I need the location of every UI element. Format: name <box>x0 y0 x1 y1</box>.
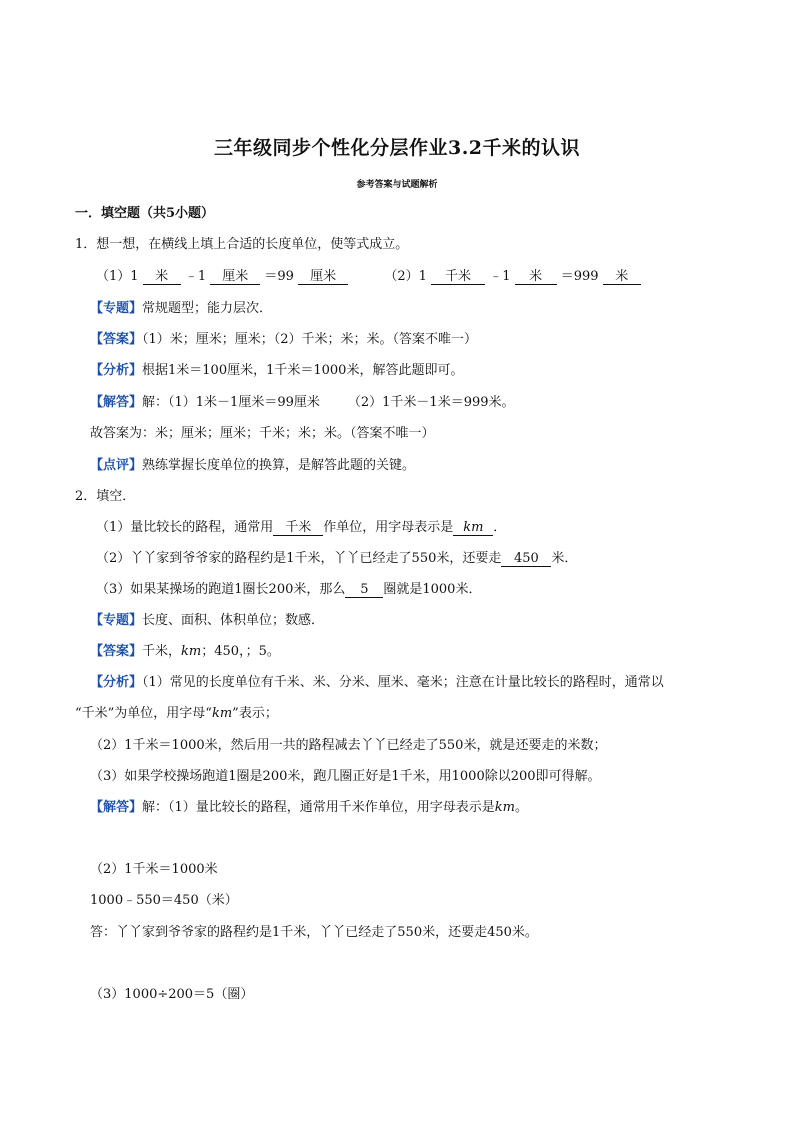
q1-analysis <box>90 362 463 380</box>
solution-tag: 【解答】 <box>90 800 143 815</box>
q1-p2-minus: ﹣1 <box>489 269 511 284</box>
q1-p1-equals: ＝99 <box>264 269 294 284</box>
answer-tag: 【答案】 <box>90 332 143 347</box>
q2-stem: 2．填空． <box>75 489 136 504</box>
q2-sub-3 <box>96 581 481 599</box>
analysis-text-1: （1）常见的长度单位有千米、米、分米、厘米、毫米；注意在计量比较长的路程时，通常以 <box>142 675 664 690</box>
topic-tag: 【专题】 <box>90 613 143 628</box>
q2-s1-text: （1）量比较长的路程，通常用 <box>96 520 274 535</box>
q1-topic <box>90 300 272 318</box>
q1-answer <box>90 331 477 349</box>
q2-solution-2: （2）1千米＝1000米 <box>90 862 218 877</box>
analysis-tag: 【分析】 <box>90 675 143 690</box>
q2-s1-blank-1: 千米 <box>273 520 323 536</box>
q2-solution-2c: 答：丫丫家到爷爷家的路程约是1千米，丫丫已经走了550米，还要走450米。 <box>90 925 538 940</box>
q1-p2-equals: ＝999 <box>560 269 599 284</box>
q1-p1-blank-3: 厘米 <box>298 269 348 285</box>
q2-solution-3: （3）1000÷200＝5（圈） <box>90 987 254 1002</box>
solution-text: 解：（1）量比较长的路程，通常用千米作单位，用字母表示是 <box>142 800 495 815</box>
answer-tag: 【答案】 <box>90 644 143 659</box>
q1-p1-blank-2: 厘米 <box>210 269 260 285</box>
q2-s3-end: 圈就是1000米． <box>383 582 482 597</box>
analysis-tag: 【分析】 <box>90 363 143 378</box>
q1-p2-blank-3: 米 <box>603 269 641 285</box>
q1-p2-lead: （2）1 <box>384 269 427 284</box>
q2-analysis-cont <box>75 705 278 723</box>
q2-s3-blank: 5 <box>345 582 383 598</box>
q2-s1-blank-2: km <box>453 520 493 536</box>
q2-s2-end: 米． <box>551 551 578 566</box>
q2-solution <box>90 799 528 817</box>
analysis-text: 根据1米＝100厘米，1千米＝1000米，解答此题即可。 <box>142 363 464 378</box>
q1-equations <box>96 268 641 286</box>
comment-text: 熟练掌握长度单位的换算，是解答此题的关键。 <box>142 458 416 473</box>
q1-p1-minus: ﹣1 <box>184 269 207 284</box>
q1-stem: 1．想一想，在横线上填上合适的长度单位，使等式成立。 <box>75 237 409 252</box>
answer-text: （1）米；厘米；厘米；（2）千米；米；米。（答案不唯一） <box>142 332 478 347</box>
comment-tag: 【点评】 <box>90 458 143 473</box>
q1-p2-blank-2: 米 <box>515 269 557 285</box>
analysis-km: km <box>211 706 233 721</box>
q2-analysis-3: （3）如果学校操场跑道1圈是200米，跑几圈正好是1千米，用1000除以200即可得解。 <box>90 769 601 784</box>
q2-answer <box>90 643 280 661</box>
topic-text: 常规题型；能力层次． <box>142 301 273 316</box>
analysis-text-1b: “千米”为单位，用字母“ <box>75 706 212 721</box>
topic-text: 长度、面积、体积单位；数感． <box>142 613 325 628</box>
q2-analysis <box>90 674 664 692</box>
q2-topic <box>90 612 324 630</box>
q2-sub-1 <box>96 519 506 537</box>
answer-text: 千米， <box>142 644 182 659</box>
q1-p2-blank-1: 千米 <box>431 269 485 285</box>
solution-text-2: （2）1千米－1米＝999米。 <box>347 395 515 410</box>
q1-solution <box>90 394 515 412</box>
answer-text-2: ；450，；5。 <box>201 644 280 659</box>
solution-end: 。 <box>515 800 529 815</box>
topic-tag: 【专题】 <box>90 301 143 316</box>
q2-s3-text: （3）如果某操场的跑道1圈长200米，那么 <box>96 582 346 597</box>
q2-s1-text-2: 作单位，用字母表示是 <box>323 520 454 535</box>
q1-comment <box>90 457 415 475</box>
section-heading: 一．填空题（共5小题） <box>75 206 215 221</box>
q1-conclusion: 故答案为：米；厘米；厘米；千米；米；米。（答案不唯一） <box>90 426 435 441</box>
analysis-text-1c: ”表示； <box>232 706 278 721</box>
q2-s2-text: （2）丫丫家到爷爷家的路程约是1千米，丫丫已经走了550米，还要走 <box>96 551 502 566</box>
solution-tag: 【解答】 <box>90 395 143 410</box>
q2-solution-2b: 1000﹣550＝450（米） <box>90 893 238 908</box>
page-subtitle: 参考答案与试题解析 <box>356 180 438 190</box>
q1-p1-blank-1: 米 <box>143 269 181 285</box>
q2-sub-2 <box>96 550 577 568</box>
q1-p1-lead: （1）1 <box>96 269 139 284</box>
answer-km: km <box>181 644 202 659</box>
page-title: 三年级同步个性化分层作业3.2千米的认识 <box>213 137 581 159</box>
q2-analysis-2: （2）1千米＝1000米，然后用一共的路程减去丫丫已经走了550米，就是还要走的米数； <box>90 738 607 753</box>
solution-km: km <box>494 800 516 815</box>
solution-text: 解：（1）1米－1厘米＝99厘米 <box>142 395 320 410</box>
q2-s1-end: ． <box>493 520 507 535</box>
q2-s2-blank: 450 <box>501 551 551 567</box>
